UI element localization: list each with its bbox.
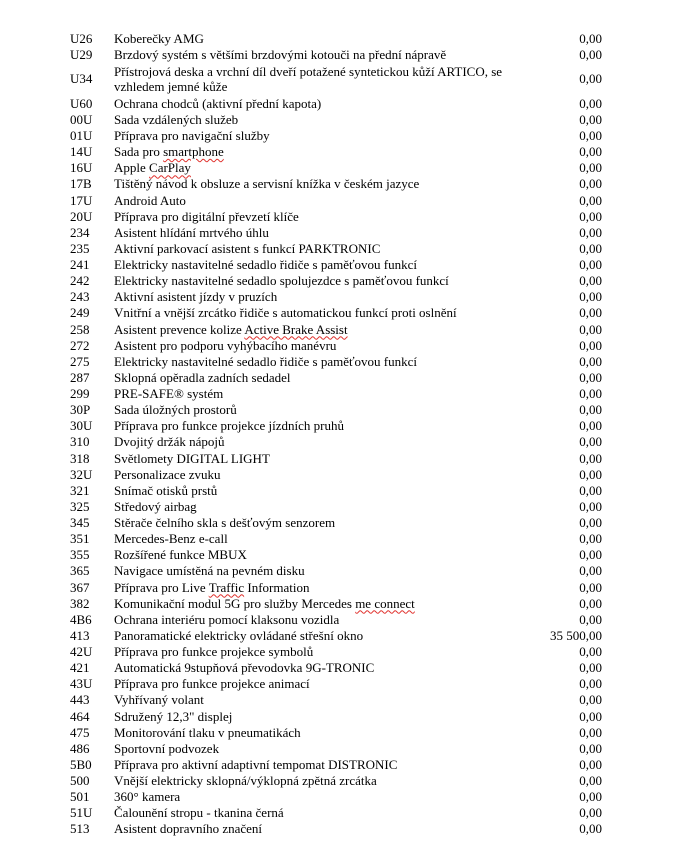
option-price: 0,00 (579, 773, 602, 789)
option-price: 0,00 (579, 579, 602, 595)
option-code: 325 (70, 498, 90, 514)
spellcheck-underline: Traffic (208, 579, 245, 595)
option-description: Středový airbag (114, 498, 197, 514)
option-code: 310 (70, 434, 90, 450)
option-code: 51U (70, 805, 93, 821)
option-code: 272 (70, 337, 90, 353)
spellcheck-underline: CarPlay (149, 160, 191, 176)
option-code: 32U (70, 466, 93, 482)
table-row (66, 176, 606, 192)
option-price: 0,00 (579, 466, 602, 482)
option-price: 0,00 (579, 708, 602, 724)
table-row (66, 289, 606, 305)
option-description: Světlomety DIGITAL LIGHT (114, 450, 270, 466)
table-row (66, 240, 606, 256)
option-price: 0,00 (579, 128, 602, 144)
option-price: 0,00 (579, 46, 602, 62)
option-description: Sklopná opěradla zadních sedadel (114, 369, 291, 385)
option-price: 0,00 (579, 660, 602, 676)
table-row (66, 224, 606, 240)
option-code: 235 (70, 240, 90, 256)
table-row (66, 450, 606, 466)
option-code: 413 (70, 627, 90, 643)
table-row (66, 160, 606, 176)
spellcheck-underline: smartphone (163, 144, 224, 160)
table-row (66, 128, 606, 144)
spellcheck-underline: me connect (355, 595, 415, 611)
option-code: 367 (70, 579, 90, 595)
option-description: Asistent pro podporu vyhýbacího manévru (114, 337, 337, 353)
option-price: 0,00 (579, 353, 602, 369)
option-description: Přístrojová deska a vrchní díl dveří potažené syntetickou kůží ARTICO, se vzhledem jemné kůže (114, 63, 503, 94)
option-price: 0,00 (579, 515, 602, 531)
table-row (66, 257, 606, 273)
option-code: 299 (70, 386, 90, 402)
option-description: 360° kamera (114, 789, 181, 805)
option-description: Sportovní podvozek (114, 740, 220, 756)
table-row (66, 62, 606, 95)
option-code: 30P (70, 402, 91, 418)
option-price: 0,00 (579, 644, 602, 660)
option-description: Snímač otisků prstů (114, 482, 218, 498)
table-row (66, 192, 606, 208)
option-code: 275 (70, 353, 90, 369)
option-description: Aktivní parkovací asistent s funkcí PARKTRONIC (114, 240, 381, 256)
table-row (66, 740, 606, 756)
option-description: Elektricky nastavitelné sedadlo spolujezdce s paměťovou funkcí (114, 273, 449, 289)
table-row (66, 805, 606, 821)
option-description: Čalounění stropu - tkanina černá (114, 805, 284, 821)
option-description: Elektricky nastavitelné sedadlo řidiče s paměťovou funkcí (114, 257, 418, 273)
option-code: U26 (70, 30, 93, 46)
option-description: Asistent prevence kolize Active Brake Assist (114, 321, 348, 337)
option-description: Asistent hlídání mrtvého úhlu (114, 224, 269, 240)
option-price: 0,00 (579, 386, 602, 402)
option-price: 0,00 (579, 208, 602, 224)
option-code: 234 (70, 224, 90, 240)
option-price: 0,00 (579, 692, 602, 708)
option-price: 0,00 (579, 611, 602, 627)
option-code: 365 (70, 563, 90, 579)
option-price: 0,00 (579, 434, 602, 450)
option-description: PRE-SAFE® systém (114, 386, 224, 402)
table-row (66, 305, 606, 321)
equipment-table-body (66, 30, 606, 837)
option-description: Ochrana chodců (aktivní přední kapota) (114, 95, 322, 111)
option-price: 0,00 (579, 240, 602, 256)
option-description: Sada vzdálených služeb (114, 111, 239, 127)
table-row (66, 337, 606, 353)
option-code: 500 (70, 773, 90, 789)
option-code: 464 (70, 708, 90, 724)
option-price: 0,00 (579, 224, 602, 240)
option-description: Elektricky nastavitelné sedadlo řidiče s paměťovou funkcí (114, 353, 418, 369)
option-price: 0,00 (579, 111, 602, 127)
option-price: 0,00 (579, 547, 602, 563)
table-row (66, 515, 606, 531)
table-row (66, 273, 606, 289)
option-description: Sada úložných prostorů (114, 402, 237, 418)
option-code: 243 (70, 289, 90, 305)
option-description: Panoramatické elektricky ovládané střešní okno (114, 627, 364, 643)
table-row (66, 547, 606, 563)
option-price: 0,00 (579, 369, 602, 385)
table-row (66, 821, 606, 837)
table-row (66, 402, 606, 418)
option-description: Příprava pro funkce projekce symbolů (114, 644, 314, 660)
option-code: 00U (70, 111, 93, 127)
option-price: 0,00 (579, 595, 602, 611)
option-description: Sada pro smartphone (114, 144, 224, 160)
spellcheck-underline: Active Brake Assist (244, 321, 348, 337)
option-description: Komunikační modul 5G pro služby Mercedes me connect (114, 595, 415, 611)
option-description: Navigace umístěná na pevném disku (114, 563, 305, 579)
option-price: 0,00 (579, 176, 602, 192)
option-description: Příprava pro Live Traffic Information (114, 579, 310, 595)
option-description: Android Auto (114, 192, 186, 208)
table-row (66, 708, 606, 724)
option-code: U29 (70, 46, 93, 62)
option-description: Brzdový systém s většími brzdovými kotouči na přední nápravě (114, 46, 447, 62)
option-description: Sdružený 12,3" displej (114, 708, 233, 724)
table-row (66, 627, 606, 643)
option-code: 443 (70, 692, 90, 708)
table-row (66, 498, 606, 514)
table-row (66, 418, 606, 434)
option-code: 242 (70, 273, 90, 289)
option-description: Příprava pro funkce projekce animací (114, 676, 310, 692)
option-price: 0,00 (579, 30, 602, 46)
option-code: 42U (70, 644, 93, 660)
table-row (66, 46, 606, 62)
table-row (66, 466, 606, 482)
option-code: 355 (70, 547, 90, 563)
option-price: 0,00 (579, 257, 602, 273)
table-row (66, 369, 606, 385)
option-description: Dvojitý držák nápojů (114, 434, 225, 450)
option-price: 0,00 (579, 498, 602, 514)
option-code: 501 (70, 789, 90, 805)
option-price: 0,00 (579, 789, 602, 805)
option-price: 0,00 (579, 273, 602, 289)
option-price: 0,00 (579, 402, 602, 418)
option-price: 0,00 (579, 482, 602, 498)
option-code: 43U (70, 676, 93, 692)
option-description: Ochrana interiéru pomocí klaksonu vozidla (114, 611, 340, 627)
option-code: 30U (70, 418, 93, 434)
option-code: 16U (70, 160, 93, 176)
table-row (66, 773, 606, 789)
option-price: 0,00 (579, 337, 602, 353)
option-price: 0,00 (579, 160, 602, 176)
option-code: 17B (70, 176, 92, 192)
option-price: 0,00 (579, 740, 602, 756)
table-row (66, 563, 606, 579)
table-row (66, 789, 606, 805)
table-row (66, 644, 606, 660)
option-price: 0,00 (579, 71, 602, 87)
option-description: Příprava pro navigační služby (114, 128, 270, 144)
table-row (66, 660, 606, 676)
equipment-table (66, 30, 606, 837)
table-row (66, 434, 606, 450)
table-row (66, 611, 606, 627)
table-row (66, 595, 606, 611)
option-code: 241 (70, 257, 90, 273)
option-code: 351 (70, 531, 90, 547)
option-code: 421 (70, 660, 90, 676)
option-description: Personalizace zvuku (114, 466, 221, 482)
table-row (66, 531, 606, 547)
table-row (66, 95, 606, 111)
option-code: 382 (70, 595, 90, 611)
table-row (66, 111, 606, 127)
table-row (66, 676, 606, 692)
option-code: U34 (70, 71, 93, 87)
option-description: Apple CarPlay (114, 160, 191, 176)
option-description: Příprava pro digitální převzetí klíče (114, 208, 299, 224)
option-code: 01U (70, 128, 93, 144)
option-description: Automatická 9stupňová převodovka 9G-TRONIC (114, 660, 375, 676)
option-price: 0,00 (579, 531, 602, 547)
option-code: 321 (70, 482, 90, 498)
option-description: Příprava pro aktivní adaptivní tempomat DISTRONIC (114, 756, 398, 772)
option-description: Tištěný návod k obsluze a servisní knížka v českém jazyce (114, 176, 420, 192)
table-row (66, 30, 606, 46)
option-code: 14U (70, 144, 93, 160)
option-description: Aktivní asistent jízdy v pruzích (114, 289, 278, 305)
table-row (66, 724, 606, 740)
option-price: 0,00 (579, 724, 602, 740)
option-price: 0,00 (579, 418, 602, 434)
option-code: 475 (70, 724, 90, 740)
option-code: 17U (70, 192, 93, 208)
table-row (66, 756, 606, 772)
table-row (66, 579, 606, 595)
option-code: 258 (70, 321, 90, 337)
option-price: 0,00 (579, 450, 602, 466)
table-row (66, 321, 606, 337)
table-row (66, 386, 606, 402)
option-code: 345 (70, 515, 90, 531)
option-price: 0,00 (579, 321, 602, 337)
option-price: 0,00 (579, 144, 602, 160)
option-code: 4B6 (70, 611, 92, 627)
option-price: 0,00 (579, 805, 602, 821)
option-description: Rozšířené funkce MBUX (114, 547, 247, 563)
option-description: Příprava pro funkce projekce jízdních pruhů (114, 418, 344, 434)
option-description: Monitorování tlaku v pneumatikách (114, 724, 301, 740)
option-price: 0,00 (579, 305, 602, 321)
option-price: 0,00 (579, 821, 602, 837)
option-price: 0,00 (579, 289, 602, 305)
option-description: Koberečky AMG (114, 30, 204, 46)
option-price: 0,00 (579, 192, 602, 208)
table-row (66, 692, 606, 708)
table-row (66, 482, 606, 498)
option-description: Stěrače čelního skla s dešťovým senzorem (114, 515, 336, 531)
option-code: 249 (70, 305, 90, 321)
option-price: 0,00 (579, 95, 602, 111)
table-row (66, 144, 606, 160)
option-description: Vnitřní a vnější zrcátko řidiče s automatickou funkcí proti oslnění (114, 305, 457, 321)
option-description: Vnější elektricky sklopná/výklopná zpětná zrcátka (114, 773, 377, 789)
option-code: 5B0 (70, 756, 92, 772)
option-description: Mercedes-Benz e-call (114, 531, 228, 547)
option-description: Asistent dopravního značení (114, 821, 263, 837)
option-price: 0,00 (579, 563, 602, 579)
option-code: 486 (70, 740, 90, 756)
option-code: 513 (70, 821, 90, 837)
table-row (66, 208, 606, 224)
option-price: 0,00 (579, 676, 602, 692)
option-price: 35 500,00 (550, 627, 602, 643)
option-code: 287 (70, 369, 90, 385)
option-code: U60 (70, 95, 93, 111)
option-description: Vyhřívaný volant (114, 692, 204, 708)
option-code: 318 (70, 450, 90, 466)
option-price: 0,00 (579, 756, 602, 772)
table-row (66, 353, 606, 369)
option-code: 20U (70, 208, 93, 224)
